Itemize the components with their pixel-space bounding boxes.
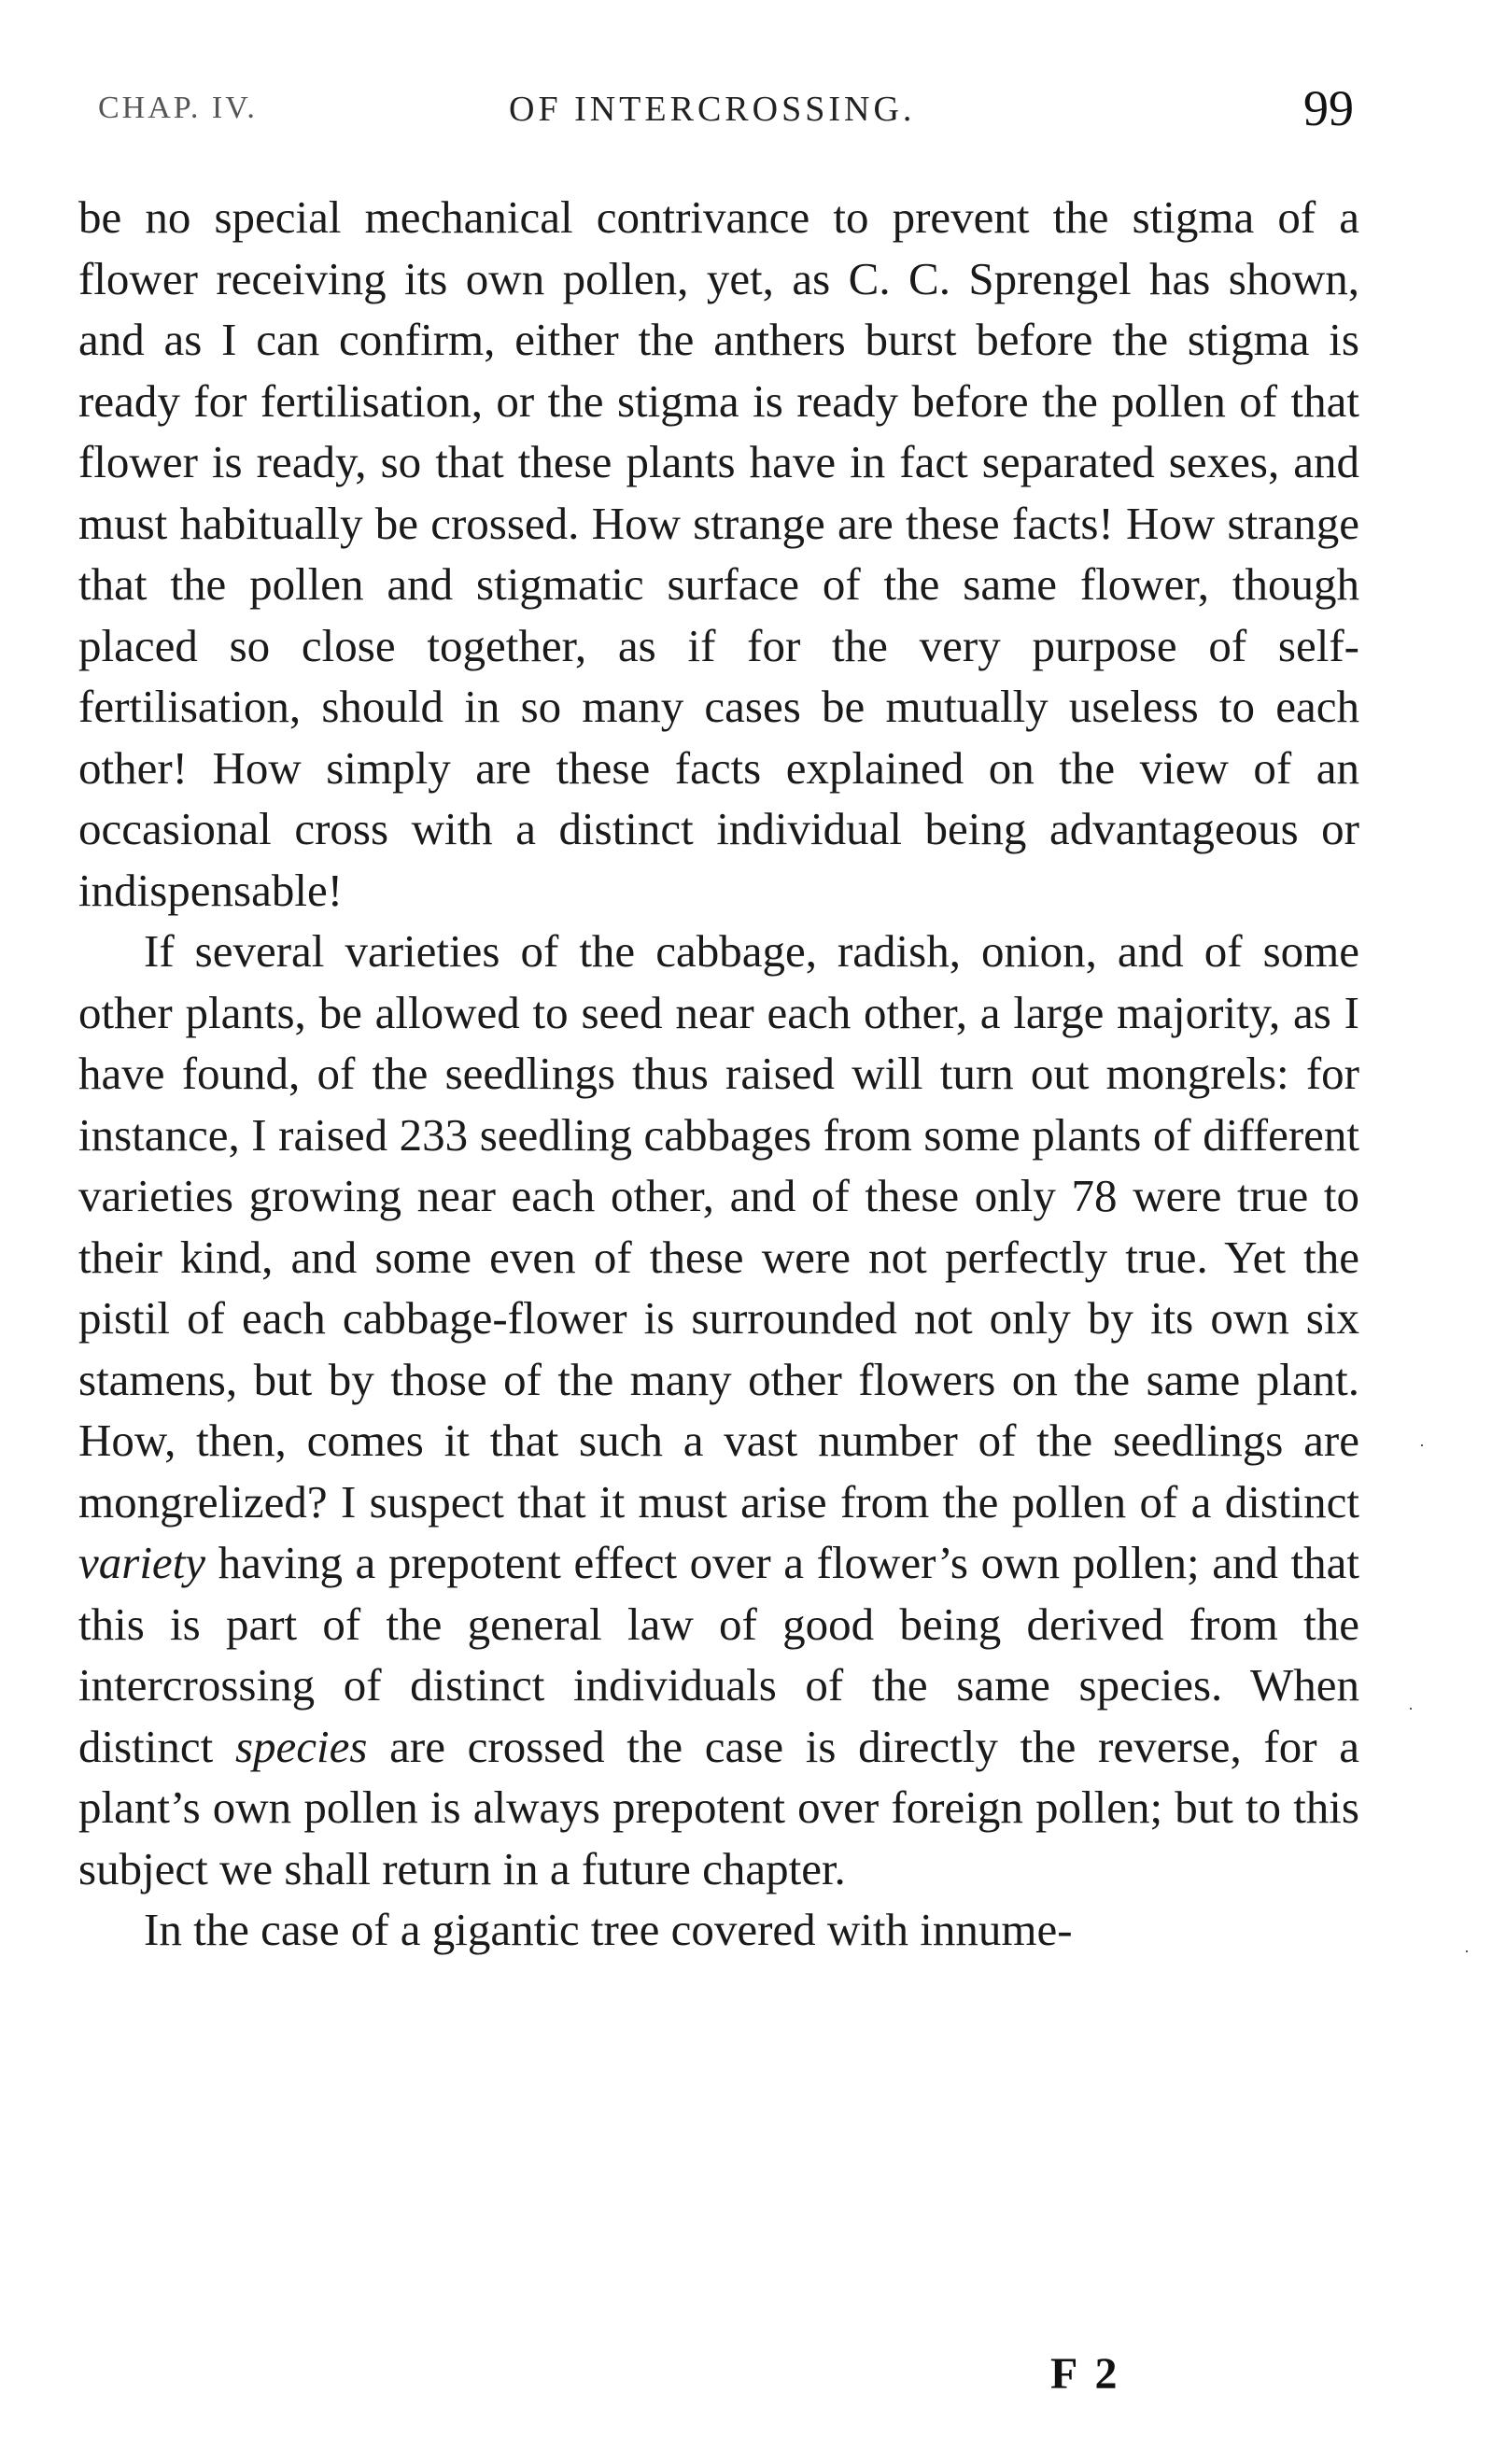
scan-speck: · <box>1419 1436 1425 1455</box>
chapter-label: CHAP. IV. <box>98 91 258 125</box>
body-text <box>78 187 1359 1961</box>
paragraph-text: having a prepotent effect over a flower’s own pollen; and that this is part of the general law of good being derived from the intercrossing of distinct individuals of the same species. When distinct <box>78 1537 1359 1772</box>
running-title: OF INTERCROSSING. <box>509 90 916 129</box>
running-head <box>84 79 1363 135</box>
scan-speck: · <box>1464 1942 1470 1961</box>
paragraph-cabbage <box>78 921 1359 1899</box>
italic-species: species <box>234 1720 368 1772</box>
italic-variety: variety <box>78 1537 206 1588</box>
paragraph-gigantic-tree: In the case of a gigantic tree covered with innume- <box>144 1904 1073 1955</box>
signature-mark: F 2 <box>1050 2349 1121 2399</box>
paragraph-continued: be no special mechanical contrivance to prevent the stigma of a flower receiving its own pollen, yet, as C. C. Sprengel has shown, and as I can confirm, either the anthers burst before the stigma is ready for fertilisation, or the stigma is ready before the pollen of that flower is ready, so that these plants have in fact separated sexes, and must habitually be crossed. How strange are these facts! How strange that the pollen and stigmatic surface of the same flower, though placed so close together, as if for the very purpose of self-fertilisation, should in so many cases be mutually useless to each other! How simply are these facts explained on the view of an occasional cross with a distinct individual being advantageous or indispensable! <box>78 191 1359 916</box>
paragraph-text: are crossed the case is directly the reverse, for a plant’s own pollen is always prepotent over foreign pollen; but to this subject we shall return in a future chapter. <box>78 1720 1359 1894</box>
paragraph-text: If several varieties of the cabbage, radish, onion, and of some other plants, be allowed to seed near each other, a large majority, as I have found, of the seedlings thus raised will turn out mongrels: for instance, I raised 233 seedling cabbages from some plants of different varieties growing near each other, and of these only 78 were true to their kind, and some even of these were not perfectly true. Yet the pistil of each cabbage-flower is surrounded not only by its own six stamens, but by those of the many other flowers on the same plant. How, then, comes it that such a vast number of the seedlings are mongrelized? I suspect that it must arise from the pollen of a distinct <box>78 925 1359 1528</box>
scan-speck: · <box>1408 1699 1414 1718</box>
page-number: 99 <box>1303 80 1354 136</box>
